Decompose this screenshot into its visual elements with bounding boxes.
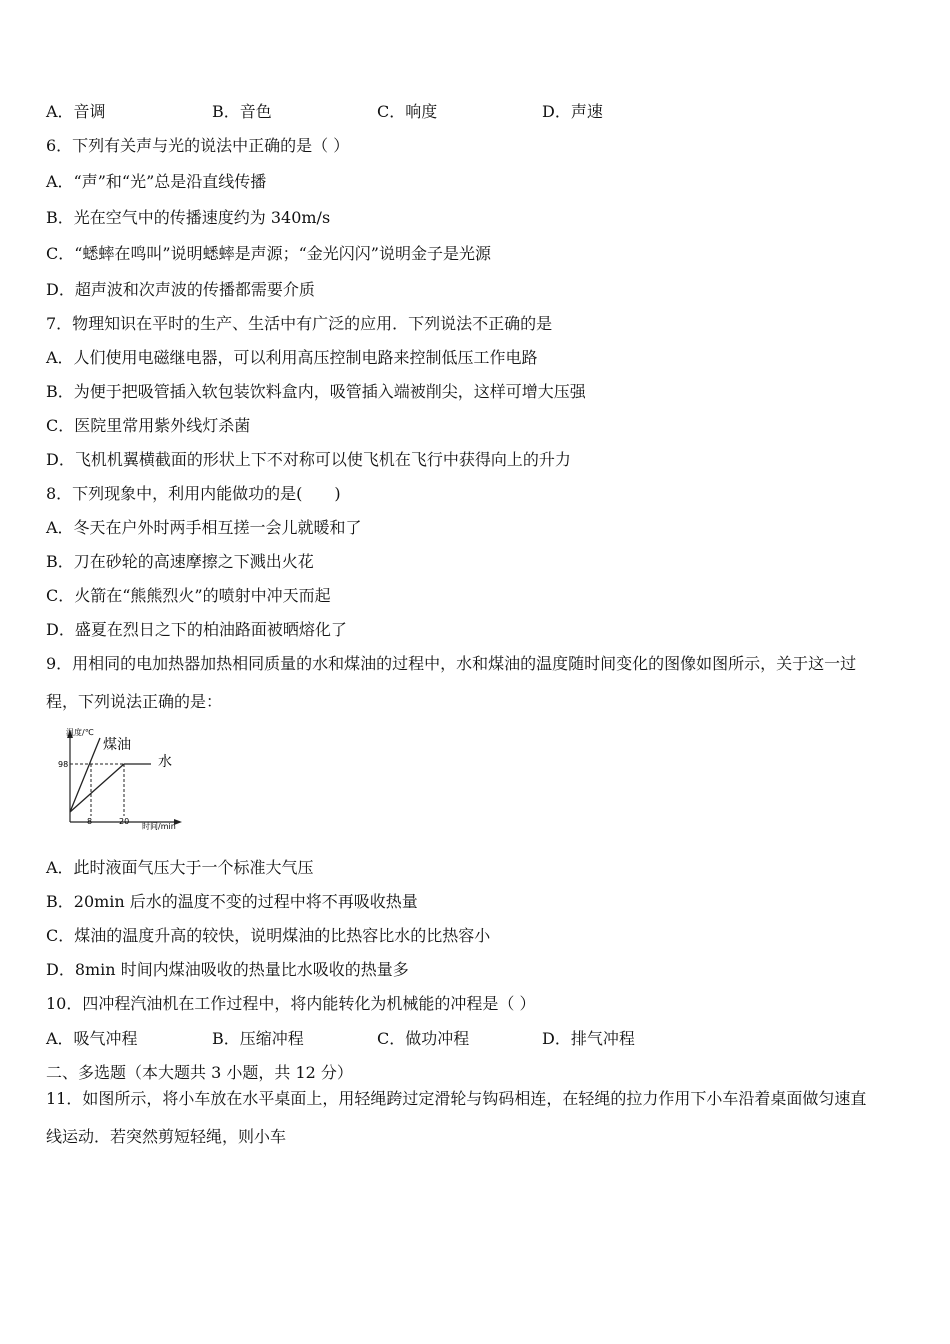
q10-stem: 10．四冲程汽油机在工作过程中，将内能转化为机械能的冲程是（ ） [46,994,536,1013]
q5-option-b: B．音色 [212,102,272,121]
q5-option-d: D．声速 [542,102,603,121]
y-tick-98: 98 [58,760,69,769]
x-tick-8: 8 [87,817,93,826]
q9-stem-line1: 9．用相同的电加热器加热相同质量的水和煤油的过程中，水和煤油的温度随时间变化的图像如图所示，关于这一过 [46,654,857,673]
q11-stem-line1: 11．如图所示，将小车放在水平桌面上，用轻绳跨过定滑轮与钩码相连，在轻绳的拉力作用下小车沿着桌面做匀速直 [46,1089,867,1108]
kerosene-line [70,738,100,812]
q8-option-a: A．冬天在户外时两手相互搓一会儿就暖和了 [46,518,362,537]
q9-option-d: D．8min 时间内煤油吸收的热量比水吸收的热量多 [46,960,409,979]
q10-option-a: A．吸气冲程 [46,1029,138,1048]
q6-option-a: A．“声”和“光”总是沿直线传播 [46,172,267,191]
temperature-time-graph [58,726,198,836]
x-tick-20: 20 [119,817,130,826]
q9-option-b: B．20min 后水的温度不变的过程中将不再吸收热量 [46,892,418,911]
q8-option-d: D．盛夏在烈日之下的柏油路面被晒熔化了 [46,620,347,639]
q10-option-c: C．做功冲程 [377,1029,470,1048]
q6-option-b: B．光在空气中的传播速度约为 340m/s [46,208,331,227]
q8-option-c: C．火箭在“熊熊烈火”的喷射中冲天而起 [46,586,331,605]
q6-option-d: D．超声波和次声波的传播都需要介质 [46,280,315,299]
q5-option-a: A．音调 [46,102,106,121]
q6-option-c: C．“蟋蟀在鸣叫”说明蟋蟀是声源；“金光闪闪”说明金子是光源 [46,244,491,263]
water-label: 水 [158,754,172,770]
q8-stem: 8．下列现象中，利用内能做功的是( ) [46,484,341,503]
q11-stem-line2: 线运动．若突然剪短轻绳，则小车 [46,1127,287,1146]
q5-option-c: C．响度 [377,102,438,121]
q9-option-a: A．此时液面气压大于一个标准大气压 [46,858,314,877]
q9-option-c: C．煤油的温度升高的较快，说明煤油的比热容比水的比热容小 [46,926,491,945]
q9-stem-line2: 程，下列说法正确的是： [46,692,223,711]
q7-stem: 7．物理知识在平时的生产、生活中有广泛的应用．下列说法不正确的是 [46,314,553,333]
q6-stem: 6．下列有关声与光的说法中正确的是（ ） [46,136,350,155]
q10-option-d: D．排气冲程 [542,1029,635,1048]
q10-option-b: B．压缩冲程 [212,1029,304,1048]
q7-option-c: C．医院里常用紫外线灯杀菌 [46,416,251,435]
q7-option-d: D．飞机机翼横截面的形状上下不对称可以使飞机在飞行中获得向上的升力 [46,450,571,469]
q7-option-a: A．人们使用电磁继电器，可以利用高压控制电路来控制低压工作电路 [46,348,538,367]
section-heading: 二、多选题（本大题共 3 小题，共 12 分） [46,1063,353,1082]
q8-option-b: B．刀在砂轮的高速摩擦之下溅出火花 [46,552,314,571]
water-rise-line [70,764,124,812]
y-axis-label: 温度/℃ [66,728,94,737]
kerosene-label: 煤油 [103,737,131,753]
q7-option-b: B．为便于把吸管插入软包装饮料盒内，吸管插入端被削尖，这样可增大压强 [46,382,586,401]
x-axis-label: 时间/min [142,822,176,831]
